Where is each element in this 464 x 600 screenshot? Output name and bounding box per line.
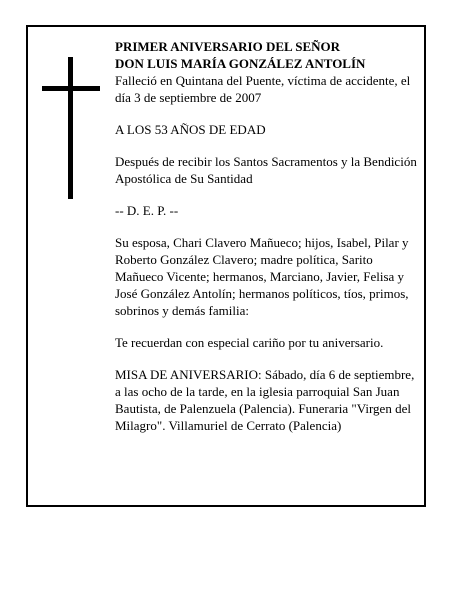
mass-paragraph: MISA DE ANIVERSARIO: Sábado, día 6 de septiembre, a las ocho de la tarde, en la iglesia parroquial San Juan Bautista, de Palenzuela (Palencia). Funeraria "Virgen del Milagro". Villamuriel de Cerrato (Palencia) bbox=[115, 367, 415, 433]
rip-line: -- D. E. P. -- bbox=[115, 203, 179, 218]
notice-title-line1: PRIMER ANIVERSARIO DEL SEÑOR bbox=[115, 39, 341, 54]
family-paragraph: Su esposa, Chari Clavero Mañueco; hijos, Isabel, Pilar y Roberto González Clavero; madre política, Sarito Mañueco Vicente; hermanos, Marciano, Javier, Felisa y José González Antolín; hermanos políticos, tíos, primos, sobrinos y demás familia: bbox=[115, 235, 409, 318]
cross-icon bbox=[42, 57, 102, 199]
age-line: A LOS 53 AÑOS DE EDAD bbox=[115, 122, 266, 137]
cross-vertical-bar bbox=[68, 57, 73, 199]
obituary-notice bbox=[26, 25, 426, 507]
remembrance-line: Te recuerdan con especial cariño por tu aniversario. bbox=[115, 335, 384, 350]
notice-text bbox=[115, 38, 423, 434]
cross-horizontal-bar bbox=[42, 86, 100, 91]
notice-title-line2: DON LUIS MARÍA GONZÁLEZ ANTOLÍN bbox=[115, 56, 366, 71]
death-info: Falleció en Quintana del Puente, víctima de accidente, el día 3 de septiembre de 2007 bbox=[115, 73, 411, 105]
sacraments-paragraph: Después de recibir los Santos Sacramentos y la Bendición Apostólica de Su Santidad bbox=[115, 154, 417, 186]
